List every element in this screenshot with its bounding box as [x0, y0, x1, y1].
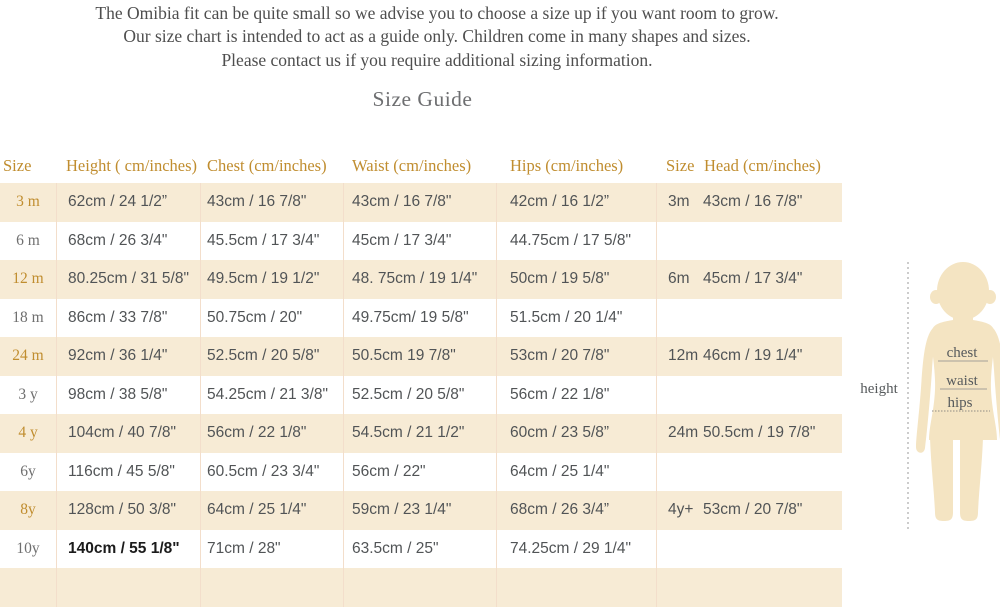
cell-head	[657, 414, 842, 453]
table-row	[0, 530, 842, 569]
height-label: height	[860, 381, 898, 397]
cell-size: 6 m	[0, 222, 57, 261]
table-row	[0, 453, 842, 492]
size-chart-table	[0, 139, 842, 607]
cell-head-size: 12m	[668, 347, 699, 365]
table-row	[0, 414, 842, 453]
header-size: Size	[3, 155, 32, 175]
cell-head	[657, 568, 842, 607]
cell-waist: 63.5cm / 25"	[344, 530, 497, 569]
table-row	[0, 299, 842, 338]
cell-hips: 44.75cm / 17 5/8"	[497, 222, 657, 261]
table-row	[0, 260, 842, 299]
cell-head-value: 46cm / 19 1/4"	[703, 347, 803, 365]
cell-height: 98cm / 38 5/8"	[57, 376, 201, 415]
cell-chest	[201, 568, 344, 607]
cell-chest: 50.75cm / 20"	[201, 299, 344, 338]
table-header-row	[0, 139, 842, 183]
cell-size: 3 y	[0, 376, 57, 415]
cell-head	[657, 260, 842, 299]
cell-waist: 48. 75cm / 19 1/4"	[344, 260, 497, 299]
cell-head	[657, 530, 842, 569]
header-head-column	[657, 139, 842, 183]
cell-size	[0, 568, 57, 607]
cell-head-size: 4y+	[668, 501, 694, 519]
cell-head	[657, 299, 842, 338]
cell-chest: 54.25cm / 21 3/8"	[201, 376, 344, 415]
cell-waist: 45cm / 17 3/4"	[344, 222, 497, 261]
header-head-size: Size	[666, 155, 695, 175]
cell-head-value: 50.5cm / 19 7/8"	[703, 424, 816, 442]
table-row	[0, 183, 842, 222]
cell-size: 4 y	[0, 414, 57, 453]
size-table-body	[0, 183, 842, 607]
cell-height: 104cm / 40 7/8"	[57, 414, 201, 453]
right-leg-shape	[960, 438, 983, 521]
cell-waist: 52.5cm / 20 5/8"	[344, 376, 497, 415]
cell-hips: 51.5cm / 20 1/4"	[497, 299, 657, 338]
cell-size: 10y	[0, 530, 57, 569]
cell-head	[657, 337, 842, 376]
child-figure-diagram	[850, 240, 1000, 540]
cell-head	[657, 222, 842, 261]
cell-height: 68cm / 26 3/4"	[57, 222, 201, 261]
cell-head	[657, 453, 842, 492]
waist-label: waist	[946, 373, 978, 389]
intro-line-3: Please contact us if you require additional sizing information.	[221, 49, 653, 70]
header-waist: Waist (cm/inches)	[352, 155, 472, 175]
cell-hips: 42cm / 16 1/2”	[497, 183, 657, 222]
cell-head-size: 24m	[668, 424, 699, 442]
cell-chest: 71cm / 28"	[201, 530, 344, 569]
cell-head	[657, 183, 842, 222]
cell-height: 116cm / 45 5/8"	[57, 453, 201, 492]
cell-size: 8y	[0, 491, 57, 530]
page-title: Size Guide	[372, 87, 473, 111]
cell-size: 24 m	[0, 337, 57, 376]
cell-hips: 50cm / 19 5/8"	[497, 260, 657, 299]
cell-height: 80.25cm / 31 5/8"	[57, 260, 201, 299]
cell-height: 140cm / 55 1/8"	[57, 530, 201, 569]
cell-chest: 64cm / 25 1/4"	[201, 491, 344, 530]
header-chest: Chest (cm/inches)	[207, 155, 327, 175]
intro-line-2: Our size chart is intended to act as a guide only. Children come in many shapes and sizes.	[123, 26, 751, 47]
table-row	[0, 491, 842, 530]
cell-hips: 64cm / 25 1/4"	[497, 453, 657, 492]
header-head-circumference: Head (cm/inches)	[704, 155, 821, 175]
cell-waist: 56cm / 22"	[344, 453, 497, 492]
cell-waist: 59cm / 23 1/4"	[344, 491, 497, 530]
cell-hips: 53cm / 20 7/8"	[497, 337, 657, 376]
chest-label: chest	[946, 345, 978, 361]
left-leg-shape	[930, 438, 953, 521]
cell-chest: 52.5cm / 20 5/8"	[201, 337, 344, 376]
child-silhouette	[916, 262, 1000, 521]
cell-hips: 60cm / 23 5/8”	[497, 414, 657, 453]
cell-waist	[344, 568, 497, 607]
cell-chest: 49.5cm / 19 1/2"	[201, 260, 344, 299]
cell-chest: 56cm / 22 1/8"	[201, 414, 344, 453]
hips-label: hips	[947, 395, 973, 411]
header-height: Height ( cm/inches)	[66, 155, 198, 175]
intro-text	[0, 2, 874, 72]
cell-hips: 74.25cm / 29 1/4"	[497, 530, 657, 569]
table-row	[0, 337, 842, 376]
cell-height: 86cm / 33 7/8"	[57, 299, 201, 338]
cell-size: 6y	[0, 453, 57, 492]
cell-head-size: 3m	[668, 193, 690, 211]
table-row	[0, 222, 842, 261]
header-hips: Hips (cm/inches)	[510, 155, 624, 175]
cell-hips: 68cm / 26 3/4”	[497, 491, 657, 530]
cell-height: 92cm / 36 1/4"	[57, 337, 201, 376]
cell-head-value: 43cm / 16 7/8"	[703, 193, 803, 211]
cell-chest: 45.5cm / 17 3/4"	[201, 222, 344, 261]
cell-chest: 60.5cm / 23 3/4"	[201, 453, 344, 492]
intro-line-1: The Omibia fit can be quite small so we advise you to choose a size up if you want room to grow.	[95, 3, 779, 23]
cell-height: 62cm / 24 1/2”	[57, 183, 201, 222]
cell-waist: 50.5cm 19 7/8"	[344, 337, 497, 376]
cell-head-value: 53cm / 20 7/8"	[703, 501, 803, 519]
cell-chest: 43cm / 16 7/8"	[201, 183, 344, 222]
cell-size: 3 m	[0, 183, 57, 222]
cell-size: 18 m	[0, 299, 57, 338]
cell-waist: 49.75cm/ 19 5/8"	[344, 299, 497, 338]
cell-waist: 43cm / 16 7/8"	[344, 183, 497, 222]
cell-hips	[497, 568, 657, 607]
cell-height: 128cm / 50 3/8"	[57, 491, 201, 530]
cell-hips: 56cm / 22 1/8"	[497, 376, 657, 415]
table-row	[0, 568, 842, 607]
cell-head-size: 6m	[668, 270, 690, 288]
cell-head	[657, 376, 842, 415]
cell-waist: 54.5cm / 21 1/2"	[344, 414, 497, 453]
cell-height	[57, 568, 201, 607]
table-row	[0, 376, 842, 415]
cell-size: 12 m	[0, 260, 57, 299]
cell-head-value: 45cm / 17 3/4"	[703, 270, 803, 288]
cell-head	[657, 491, 842, 530]
